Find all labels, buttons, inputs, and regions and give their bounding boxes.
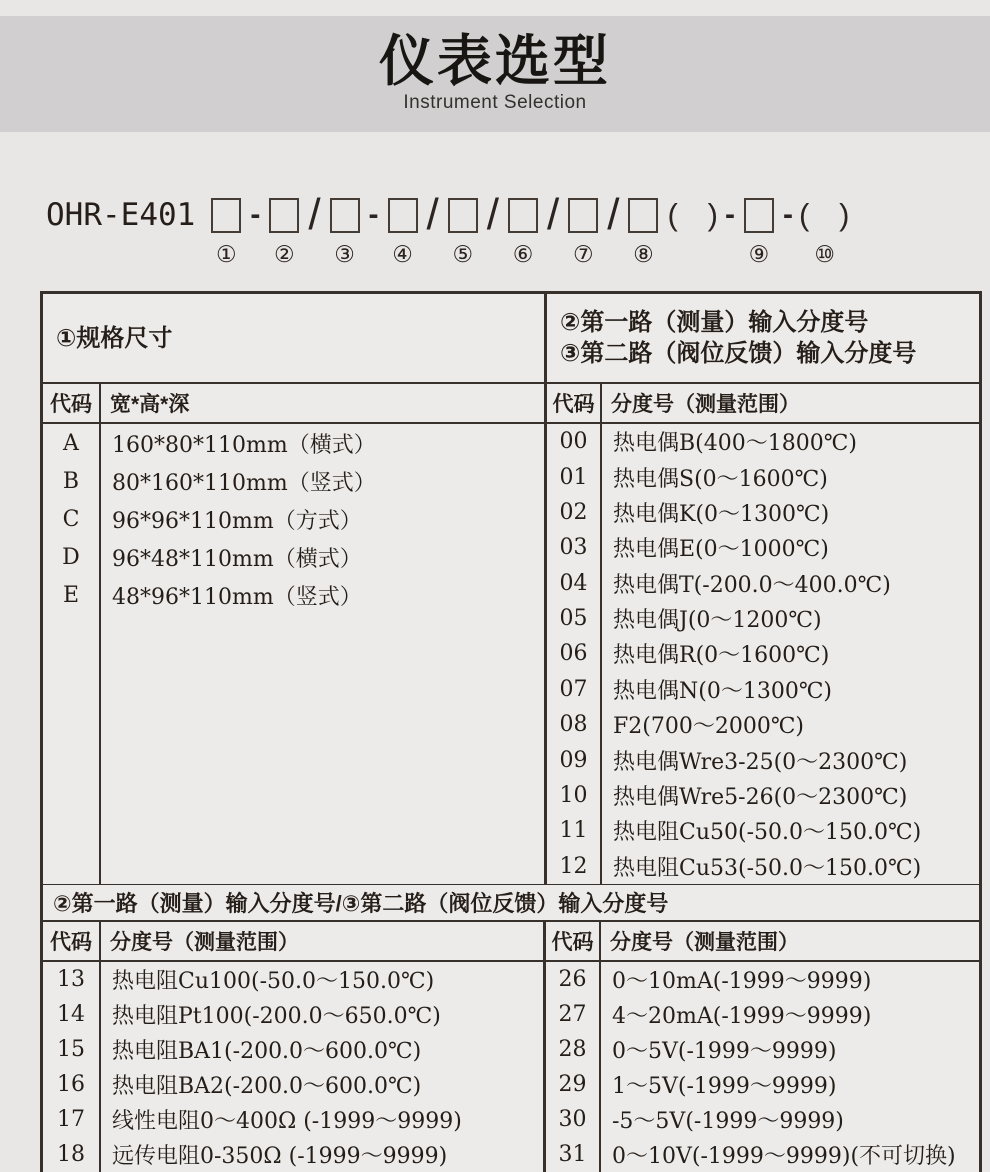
section2-left-body — [43, 962, 543, 1172]
model-code-box — [568, 192, 598, 272]
row-code: 03 — [559, 535, 588, 561]
separator-glyph: / — [426, 190, 439, 239]
model-code-separator — [250, 192, 260, 272]
separator-glyph: / — [486, 190, 500, 239]
row-code: C — [62, 506, 80, 532]
position-number: ⑤ — [452, 242, 474, 268]
model-code-box — [269, 192, 299, 272]
row-description: 热电偶E(0～1000℃) — [613, 537, 829, 563]
row-code: 27 — [558, 1002, 587, 1027]
code-box-outline — [508, 192, 538, 238]
code-box-outline — [744, 192, 774, 238]
row-code: 29 — [558, 1072, 587, 1097]
code-box-outline — [269, 192, 299, 238]
row-description: 热电阻Cu50(-50.0～150.0℃) — [613, 820, 922, 846]
table-bottom-section — [43, 922, 979, 1172]
model-code-tokens — [205, 192, 853, 272]
code-box-outline — [211, 192, 241, 238]
model-code-diagram — [46, 192, 990, 272]
model-code-separator — [487, 192, 499, 272]
table-top-section — [43, 294, 979, 884]
model-code-separator — [783, 192, 793, 272]
model-code-separator — [799, 192, 851, 272]
row-description: 1～5V(-1999～9999) — [612, 1074, 837, 1099]
model-code-separator — [725, 192, 735, 272]
column-header-code: 代码 — [547, 384, 602, 422]
input-code-column — [547, 424, 602, 884]
model-code-separator — [308, 192, 320, 272]
separator-glyph: ( ) — [667, 197, 719, 232]
row-code: 28 — [558, 1037, 587, 1062]
size-desc-column — [101, 424, 544, 884]
model-code-box — [388, 192, 418, 272]
position-number: ⑨ — [748, 242, 770, 268]
row-code: 00 — [559, 429, 588, 455]
row-code: 06 — [559, 641, 588, 667]
column-header-range: 分度号（测量范围） — [110, 931, 299, 954]
column-header-size: 宽*高*深 — [110, 393, 190, 416]
row-description: 热电偶K(0～1300℃) — [613, 501, 830, 527]
page-title: 仪表选型 — [378, 30, 611, 92]
row-code: 10 — [559, 782, 588, 808]
row-code: 12 — [559, 853, 588, 879]
model-code-box — [628, 192, 658, 272]
input-table — [547, 294, 979, 884]
row-description: 热电阻Pt100(-200.0～650.0℃) — [112, 1004, 441, 1029]
row-description: 48*96*110mm（竖式） — [112, 584, 362, 610]
position-number: ⑧ — [633, 242, 654, 268]
input-table-header — [547, 294, 979, 384]
row-code: 17 — [57, 1107, 85, 1132]
model-code-separator — [427, 192, 439, 272]
column-header-code: 代码 — [546, 922, 601, 960]
input-header-line1: ②第一路（测量）输入分度号 — [560, 309, 869, 336]
size-table-subheader — [43, 384, 544, 424]
section2-right-table — [546, 922, 979, 1172]
row-description: 96*48*110mm（横式） — [112, 546, 362, 572]
row-description: 热电偶Wre3-25(0～2300℃) — [613, 749, 908, 775]
position-number: ⑦ — [572, 242, 594, 268]
row-code: 04 — [559, 570, 588, 596]
position-number: ③ — [334, 242, 355, 268]
row-code: 18 — [57, 1142, 85, 1167]
separator-glyph: - — [724, 198, 735, 231]
model-code-box — [744, 192, 774, 272]
position-number: ② — [274, 242, 295, 268]
row-description: 热电偶S(0～1600℃) — [613, 466, 828, 492]
size-table — [43, 294, 547, 884]
code-box-outline — [388, 192, 418, 238]
position-number: ① — [216, 242, 237, 268]
row-code: 09 — [559, 747, 588, 773]
row-description: 4～20mA(-1999～9999) — [612, 1004, 872, 1029]
model-code-separator — [547, 192, 559, 272]
row-description: 160*80*110mm（横式） — [112, 432, 376, 458]
row-code: 16 — [57, 1072, 85, 1097]
separator-glyph: - — [250, 198, 261, 231]
title-band — [0, 16, 990, 132]
row-code: A — [63, 430, 79, 456]
model-code-separator — [369, 192, 379, 272]
row-description: 热电阻Cu100(-50.0～150.0℃) — [112, 969, 435, 994]
column-header-code: 代码 — [43, 922, 101, 960]
section2-left-table — [43, 922, 546, 1172]
row-code: 14 — [57, 1002, 85, 1027]
row-code: 05 — [559, 606, 588, 632]
row-description: 热电偶J(0～1200℃) — [613, 608, 822, 634]
selection-table — [40, 291, 982, 1172]
row-description: 线性电阻0～400Ω (-1999～9999) — [112, 1109, 462, 1134]
section2-left-code-column — [43, 962, 101, 1172]
row-code: 15 — [57, 1037, 85, 1062]
row-description: 0～10V(-1999～9999)(不可切换) — [612, 1144, 956, 1169]
code-box-outline — [628, 192, 658, 238]
row-description: 热电阻Cu53(-50.0～150.0℃) — [613, 855, 922, 881]
row-description: 0～5V(-1999～9999) — [612, 1039, 837, 1064]
section2-right-body — [546, 962, 979, 1172]
separator-glyph: / — [547, 190, 560, 239]
separator-glyph: / — [607, 190, 620, 239]
row-description: 0～10mA(-1999～9999) — [612, 969, 872, 994]
column-header-range: 分度号（测量范围） — [611, 393, 800, 416]
separator-glyph: ( ) — [798, 197, 851, 232]
row-code: E — [62, 582, 80, 608]
page-subtitle: Instrument Selection — [403, 92, 587, 113]
row-code: 01 — [559, 464, 588, 490]
row-code: B — [62, 468, 80, 494]
code-box-outline — [448, 192, 478, 238]
code-box-outline — [568, 192, 598, 238]
size-header-text: ①规格尺寸 — [56, 324, 173, 352]
row-description: 热电偶R(0～1600℃) — [613, 643, 830, 669]
model-code-separator — [607, 192, 619, 272]
separator-glyph: - — [782, 198, 793, 231]
row-description: 热电偶T(-200.0～400.0℃) — [613, 572, 891, 598]
separator-glyph: / — [308, 190, 321, 239]
section2-right-desc-column — [601, 962, 979, 1172]
position-number: ⑥ — [512, 242, 534, 268]
row-description: 热电偶N(0～1300℃) — [613, 678, 833, 704]
input-table-body — [547, 424, 979, 884]
row-description: 热电阻BA2(-200.0～600.0℃) — [112, 1074, 422, 1099]
separator-glyph: - — [368, 198, 379, 231]
row-description: 80*160*110mm（竖式） — [112, 470, 376, 496]
row-description: 远传电阻0-350Ω (-1999～9999) — [112, 1144, 448, 1169]
section2-right-code-column — [546, 962, 601, 1172]
input-header-line2: ③第二路（阀位反馈）输入分度号 — [560, 340, 917, 367]
input-desc-column — [602, 424, 979, 884]
model-code-box — [508, 192, 538, 272]
size-table-body — [43, 424, 544, 884]
row-description: 热电偶Wre5-26(0～2300℃) — [613, 784, 908, 810]
row-code: D — [62, 544, 80, 570]
section2-right-subheader — [546, 922, 979, 962]
model-code-box — [448, 192, 478, 272]
row-code: 11 — [559, 818, 588, 844]
row-description: 热电阻BA1(-200.0～600.0℃) — [112, 1039, 422, 1064]
row-code: 07 — [559, 676, 588, 702]
section2-header — [43, 884, 979, 922]
row-description: 96*96*110mm（方式） — [112, 508, 362, 534]
code-box-outline — [330, 192, 360, 238]
row-code: 02 — [559, 499, 588, 525]
row-code: 30 — [558, 1107, 587, 1132]
model-prefix: OHR-E401 — [46, 197, 196, 233]
position-number: ⑩ — [814, 242, 836, 268]
row-code: 26 — [558, 967, 587, 992]
row-code: 31 — [558, 1142, 587, 1167]
row-description: 热电偶B(400～1800℃) — [613, 431, 857, 457]
section2-left-desc-column — [101, 962, 543, 1172]
model-code-separator — [667, 192, 719, 272]
position-number: ④ — [392, 242, 413, 268]
top-strip — [0, 0, 990, 16]
column-header-code: 代码 — [43, 384, 101, 422]
section2-left-subheader — [43, 922, 543, 962]
row-code: 08 — [559, 712, 588, 738]
row-description: F2(700～2000℃) — [613, 714, 805, 740]
model-code-box — [211, 192, 241, 272]
section2-header-text: ②第一路（测量）输入分度号/③第二路（阀位反馈）输入分度号 — [53, 891, 669, 916]
size-code-column — [43, 424, 101, 884]
row-description: -5～5V(-1999～9999) — [612, 1109, 844, 1134]
size-table-header — [43, 294, 544, 384]
row-code: 13 — [57, 967, 85, 992]
input-table-subheader — [547, 384, 979, 424]
column-header-range: 分度号（测量范围） — [610, 931, 799, 954]
model-code-box — [330, 192, 360, 272]
